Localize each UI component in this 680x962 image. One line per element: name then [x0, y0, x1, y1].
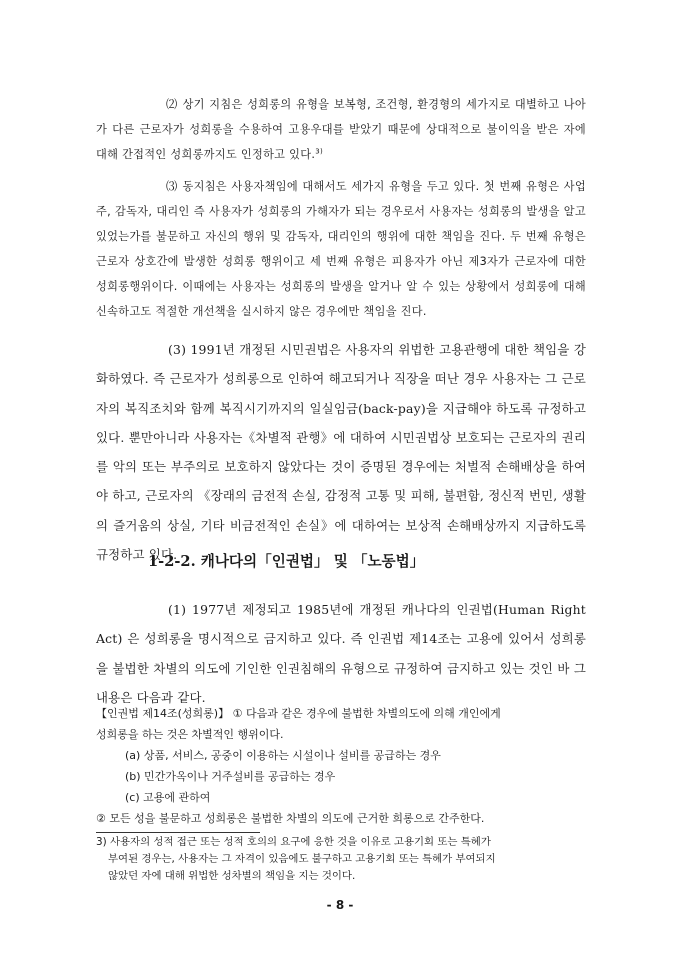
section-heading: 1-2-2. 캐나다의「인권법」 및 「노동법」	[148, 553, 425, 570]
page-number: - 8 -	[326, 898, 354, 912]
clause-1-text: ① 다음과 같은 경우에 불법한 차별의도에 의해 개인에게	[232, 707, 501, 720]
footnote-line-3: 않았던 자에 대해 위법한 성차별의 책임을 지는 것이다.	[108, 870, 356, 882]
article-item-a: (a) 상품, 서비스, 공중이 이용하는 시설이나 설비를 공급하는 경우	[125, 749, 441, 762]
article-item-c: (c) 고용에 관하여	[125, 791, 211, 804]
paragraph-canada-human-rights-act: (1) 1977년 제정되고 1985년에 개정된 캐나다의 인권법(Human Right Act) 은 성희롱을 명시적으로 금지하고 있다. 즉 인권법 제14조는 고용에 있어서 성희롱을 불법한 차별의 의도에 기인한 인권침해의 유형으로 규정하여 금지하고 있는 것인 바 그 내용은 다음과 같다.	[96, 602, 586, 705]
article-clause-2: ② 모든 성을 불문하고 성희롱은 불법한 차별의 의도에 근거한 희롱으로 간주한다.	[96, 812, 485, 825]
article-title: 【인권법 제14조(성희롱)】	[96, 707, 230, 720]
footnote-reference: 3)	[315, 147, 324, 156]
footnote	[96, 834, 596, 885]
paragraph-civil-rights-act-1991: (3) 1991년 개정된 시민권법은 사용자의 위법한 고용관행에 대한 책임을 강화하였다. 즉 근로자가 성희롱으로 인하여 해고되거나 직장을 떠난 경우 사용자는 그 근로자의 복직조치와 함께 복직시기까지의 일실임금(back-pay)을 지급해야 하도록 규정하고 있다. 뿐만아니라 사용자는《차별적 관행》에 대하여 시민권법상 보호되는 근로자의 권리를 악의 또는 부주의로 보호하지 않았다는 것이 증명된 경우에는 처벌적 손해배상을 하여야 하고, 근로자의 《장래의 금전적 손실, 감정적 고통 및 피해, 불편함, 정신적 번민, 생활의 즐거움의 상실, 기타 비금전적인 손실》에 대하여는 보상적 손해배상까지 지급하도록 규정하고 있다.	[96, 342, 586, 563]
article-14-excerpt	[96, 703, 586, 829]
article-clause-1-line-2: 성희롱을 하는 것은 차별적인 행위이다.	[96, 728, 284, 741]
article-clause-1-line-1	[96, 703, 586, 724]
footnote-line-1: 3) 사용자의 성적 접근 또는 성적 호의의 요구에 응한 것을 이유로 고용기회 또는 특혜가	[96, 836, 491, 848]
article-item-b: (b) 민간가옥이나 거주설비를 공급하는 경우	[125, 770, 336, 783]
paragraph-text: ⑵ 상기 지침은 성희롱의 유형을 보복형, 조건형, 환경형의 세가지로 대별하고 나아가 다른 근로자가 성희롱을 수용하여 고용우대를 받았기 때문에 상대적으로 불이익을 받은 자에 대해 간접적인 성희롱까지도 인정하고 있다.	[96, 98, 586, 161]
paragraph-guideline-types	[96, 92, 586, 167]
paragraph-employer-liability: ⑶ 동지침은 사용자책임에 대해서도 세가지 유형을 두고 있다. 첫 번째 유형은 사업주, 감독자, 대리인 즉 사용자가 성희롱의 가해자가 되는 경우로서 사용자는 성희롱의 발생을 알고 있었는가를 불문하고 자신의 행위 및 감독자, 대리인의 행위에 대한 책임을 진다. 두 번째 유형은 근로자 상호간에 발생한 성희롱 행위이고 세 번째 유형은 피용자가 아닌 제3자가 근로자에 대한 성희롱행위이다. 이때에는 사용자는 성희롱의 발생을 알거나 알 수 있는 상황에서 성희롱에 대해 신속하고도 적절한 개선책을 실시하지 않은 경우에만 책임을 진다.	[96, 180, 586, 318]
footnote-divider	[96, 832, 260, 833]
footnote-line-2: 부여된 경우는, 사용자는 그 자격이 있음에도 불구하고 고용기회 또는 특혜가 부여되지	[108, 853, 496, 865]
